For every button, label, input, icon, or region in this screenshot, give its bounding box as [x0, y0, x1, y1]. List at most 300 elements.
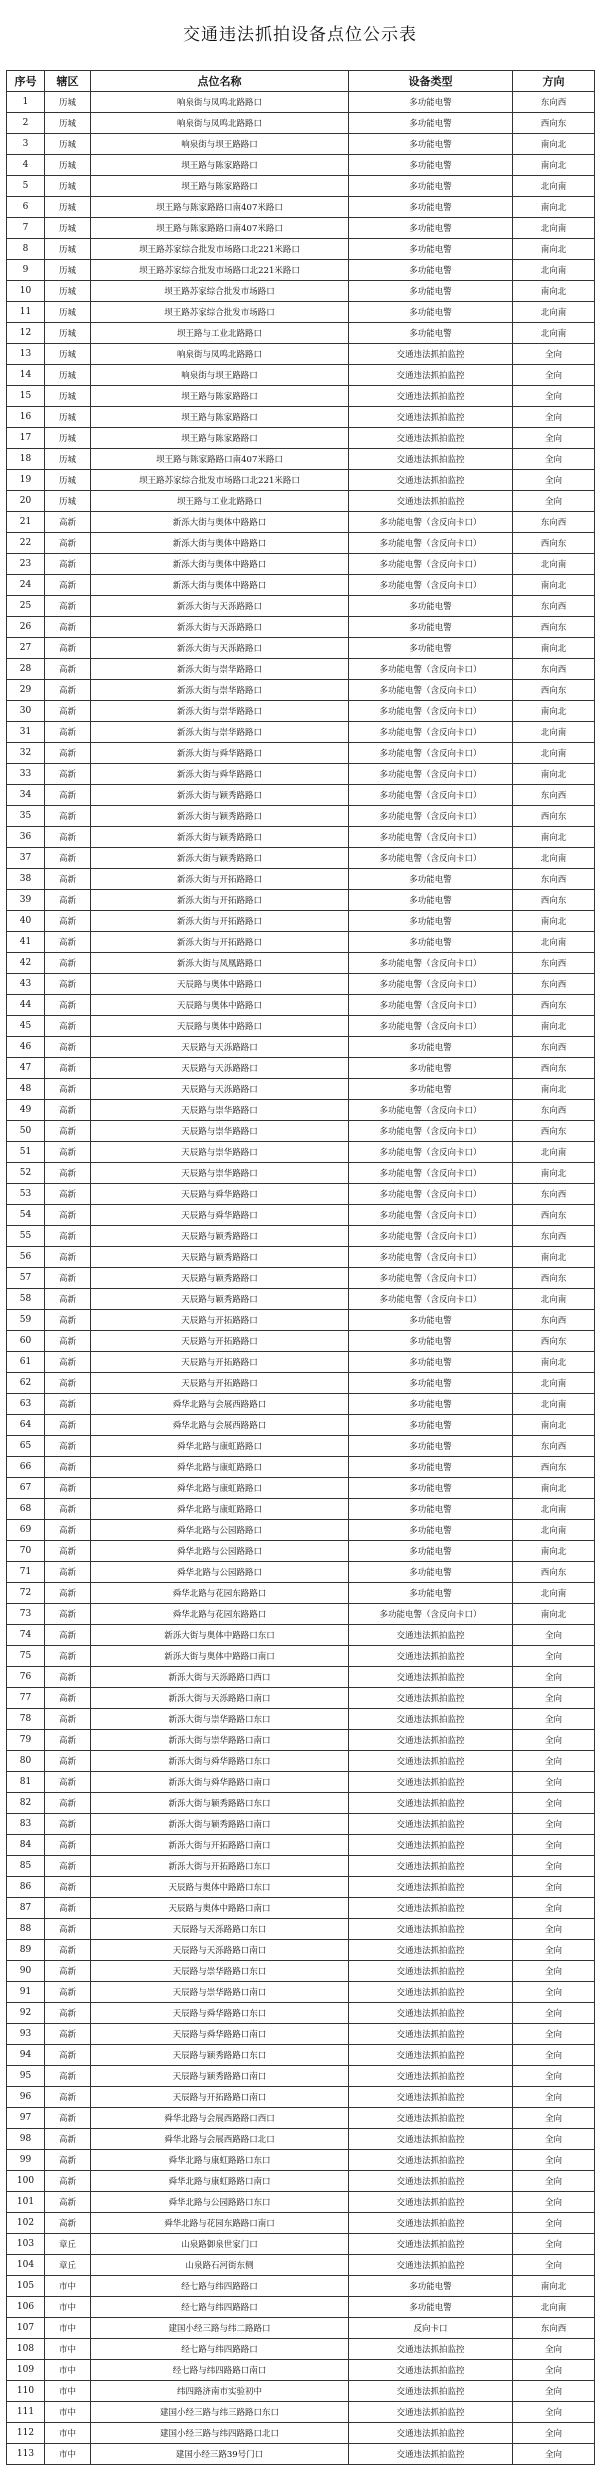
cell-district: 高新: [45, 1793, 91, 1814]
table-row: [7, 2276, 595, 2297]
table-row: [7, 302, 595, 323]
cell-location: 舜华北路与康虹路路口东口: [91, 2150, 349, 2171]
table-row: [7, 1079, 595, 1100]
cell-direction: 全向: [513, 1751, 595, 1772]
cell-direction: 东向西: [513, 1184, 595, 1205]
cell-device-type: 多功能电警: [349, 1478, 513, 1499]
cell-index: 83: [7, 1814, 45, 1835]
cell-index: 112: [7, 2423, 45, 2444]
cell-device-type: 多功能电警: [349, 218, 513, 239]
cell-index: 96: [7, 2087, 45, 2108]
cell-device-type: 多功能电警: [349, 155, 513, 176]
cell-district: 市中: [45, 2276, 91, 2297]
cell-direction: 西向东: [513, 890, 595, 911]
cell-device-type: 交通违法抓拍监控: [349, 491, 513, 512]
cell-direction: 全向: [513, 2255, 595, 2276]
cell-device-type: 多功能电警: [349, 1583, 513, 1604]
cell-location: 舜华北路与会展西路路口西口: [91, 2108, 349, 2129]
cell-index: 54: [7, 1205, 45, 1226]
cell-district: 历城: [45, 218, 91, 239]
cell-district: 高新: [45, 1079, 91, 1100]
cell-district: 市中: [45, 2444, 91, 2465]
cell-district: 高新: [45, 2066, 91, 2087]
cell-direction: 南向北: [513, 911, 595, 932]
cell-direction: 西向东: [513, 806, 595, 827]
cell-device-type: 反向卡口: [349, 2318, 513, 2339]
cell-index: 23: [7, 554, 45, 575]
cell-location: 天辰路与颖秀路路口: [91, 1247, 349, 1268]
cell-district: 历城: [45, 260, 91, 281]
cell-index: 14: [7, 365, 45, 386]
cell-device-type: 交通违法抓拍监控: [349, 1730, 513, 1751]
cell-direction: 全向: [513, 428, 595, 449]
cell-device-type: 交通违法抓拍监控: [349, 1667, 513, 1688]
cell-device-type: 多功能电警（含反向卡口）: [349, 701, 513, 722]
cell-location: 天辰路与崇华路路口: [91, 1163, 349, 1184]
cell-location: 坝王路与陈家路路口: [91, 386, 349, 407]
table-row: [7, 785, 595, 806]
cell-district: 高新: [45, 827, 91, 848]
cell-device-type: 交通违法抓拍监控: [349, 428, 513, 449]
cell-index: 36: [7, 827, 45, 848]
table-row: [7, 197, 595, 218]
cell-index: 62: [7, 1373, 45, 1394]
table-row: [7, 932, 595, 953]
cell-district: 历城: [45, 155, 91, 176]
cell-index: 52: [7, 1163, 45, 1184]
cell-district: 高新: [45, 2087, 91, 2108]
cell-direction: 东向西: [513, 1037, 595, 1058]
cell-location: 新泺大街与天泺路路口: [91, 617, 349, 638]
table-row: [7, 92, 595, 113]
cell-device-type: 交通违法抓拍监控: [349, 2108, 513, 2129]
cell-district: 高新: [45, 2192, 91, 2213]
cell-direction: 北向南: [513, 554, 595, 575]
cell-direction: 北向南: [513, 2297, 595, 2318]
cell-device-type: 交通违法抓拍监控: [349, 2213, 513, 2234]
cell-district: 高新: [45, 1604, 91, 1625]
cell-district: 历城: [45, 134, 91, 155]
table-row: [7, 1709, 595, 1730]
cell-direction: 全向: [513, 1646, 595, 1667]
cell-direction: 南向北: [513, 638, 595, 659]
cell-device-type: 多功能电警（含反向卡口）: [349, 1268, 513, 1289]
cell-district: 历城: [45, 113, 91, 134]
cell-direction: 西向东: [513, 617, 595, 638]
cell-device-type: 多功能电警: [349, 1499, 513, 1520]
cell-index: 13: [7, 344, 45, 365]
cell-index: 82: [7, 1793, 45, 1814]
cell-direction: 南向北: [513, 764, 595, 785]
table-row: [7, 2297, 595, 2318]
cell-direction: 全向: [513, 1730, 595, 1751]
cell-device-type: 多功能电警: [349, 869, 513, 890]
cell-district: 高新: [45, 659, 91, 680]
table-row: [7, 2360, 595, 2381]
cell-index: 110: [7, 2381, 45, 2402]
table-row: [7, 1940, 595, 1961]
table-row: [7, 365, 595, 386]
table-row: [7, 239, 595, 260]
cell-device-type: 多功能电警: [349, 323, 513, 344]
table-row: [7, 2024, 595, 2045]
cell-direction: 北向南: [513, 302, 595, 323]
cell-direction: 西向东: [513, 113, 595, 134]
table-body: [7, 92, 595, 2465]
cell-location: 经七路与纬四路路口: [91, 2297, 349, 2318]
cell-location: 坝王路与陈家路路口南407米路口: [91, 197, 349, 218]
cell-index: 90: [7, 1961, 45, 1982]
table-row: [7, 2381, 595, 2402]
cell-device-type: 多功能电警: [349, 239, 513, 260]
cell-direction: 全向: [513, 407, 595, 428]
cell-district: 高新: [45, 596, 91, 617]
cell-district: 高新: [45, 743, 91, 764]
cell-device-type: 多功能电警（含反向卡口）: [349, 848, 513, 869]
cell-index: 33: [7, 764, 45, 785]
cell-index: 78: [7, 1709, 45, 1730]
cell-district: 高新: [45, 806, 91, 827]
cell-district: 高新: [45, 1352, 91, 1373]
cell-location: 新泺大街与开拓路路口东口: [91, 1856, 349, 1877]
cell-district: 高新: [45, 1625, 91, 1646]
cell-direction: 南向北: [513, 281, 595, 302]
cell-location: 天辰路与天泺路路口: [91, 1037, 349, 1058]
cell-device-type: 交通违法抓拍监控: [349, 2402, 513, 2423]
cell-device-type: 多功能电警: [349, 260, 513, 281]
cell-device-type: 交通违法抓拍监控: [349, 365, 513, 386]
cell-direction: 南向北: [513, 1478, 595, 1499]
cell-district: 高新: [45, 953, 91, 974]
cell-location: 响泉街与凤鸣北路路口: [91, 92, 349, 113]
cell-index: 32: [7, 743, 45, 764]
table-row: [7, 1100, 595, 1121]
cell-index: 12: [7, 323, 45, 344]
cell-direction: 西向东: [513, 1457, 595, 1478]
cell-district: 高新: [45, 1142, 91, 1163]
cell-device-type: 交通违法抓拍监控: [349, 1919, 513, 1940]
table-row: [7, 1058, 595, 1079]
cell-location: 天辰路与开拓路路口: [91, 1352, 349, 1373]
cell-location: 新泺大街与崇华路路口: [91, 680, 349, 701]
cell-index: 26: [7, 617, 45, 638]
cell-device-type: 交通违法抓拍监控: [349, 407, 513, 428]
cell-index: 109: [7, 2360, 45, 2381]
table-row: [7, 1163, 595, 1184]
cell-device-type: 多功能电警: [349, 596, 513, 617]
cell-device-type: 交通违法抓拍监控: [349, 386, 513, 407]
cell-district: 高新: [45, 1646, 91, 1667]
cell-index: 100: [7, 2171, 45, 2192]
header-district: 辖区: [45, 71, 91, 92]
cell-location: 天辰路与奥体中路路口东口: [91, 1877, 349, 1898]
cell-district: 高新: [45, 1121, 91, 1142]
cell-index: 1: [7, 92, 45, 113]
cell-device-type: 交通违法抓拍监控: [349, 1772, 513, 1793]
cell-direction: 全向: [513, 2150, 595, 2171]
cell-index: 46: [7, 1037, 45, 1058]
cell-district: 高新: [45, 2108, 91, 2129]
cell-location: 响泉街与坝王路路口: [91, 365, 349, 386]
cell-index: 51: [7, 1142, 45, 1163]
cell-index: 104: [7, 2255, 45, 2276]
table-row: [7, 827, 595, 848]
cell-location: 新泺大街与颖秀路路口东口: [91, 1793, 349, 1814]
cell-location: 舜华北路与康虹路路口: [91, 1499, 349, 1520]
cell-direction: 全向: [513, 2108, 595, 2129]
cell-device-type: 多功能电警（含反向卡口）: [349, 575, 513, 596]
cell-device-type: 交通违法抓拍监控: [349, 2255, 513, 2276]
cell-direction: 全向: [513, 1688, 595, 1709]
cell-device-type: 交通违法抓拍监控: [349, 1982, 513, 2003]
cell-location: 天辰路与崇华路路口: [91, 1100, 349, 1121]
cell-district: 高新: [45, 1205, 91, 1226]
cell-location: 新泺大街与崇华路路口: [91, 659, 349, 680]
cell-direction: 北向南: [513, 848, 595, 869]
cell-location: 新泺大街与奥体中路路口: [91, 533, 349, 554]
cell-index: 102: [7, 2213, 45, 2234]
table-row: [7, 2171, 595, 2192]
cell-index: 7: [7, 218, 45, 239]
cell-district: 高新: [45, 1730, 91, 1751]
cell-index: 60: [7, 1331, 45, 1352]
cell-district: 高新: [45, 1856, 91, 1877]
cell-direction: 全向: [513, 2381, 595, 2402]
cell-device-type: 多功能电警: [349, 1037, 513, 1058]
cell-device-type: 多功能电警（含反向卡口）: [349, 1016, 513, 1037]
cell-direction: 北向南: [513, 260, 595, 281]
cell-index: 95: [7, 2066, 45, 2087]
cell-direction: 全向: [513, 1814, 595, 1835]
cell-direction: 东向西: [513, 1226, 595, 1247]
table-row: [7, 2150, 595, 2171]
cell-location: 新泺大街与奥体中路路口南口: [91, 1646, 349, 1667]
cell-location: 天辰路与颖秀路路口: [91, 1268, 349, 1289]
table-row: [7, 1562, 595, 1583]
cell-direction: 全向: [513, 1709, 595, 1730]
cell-district: 高新: [45, 932, 91, 953]
table-row: [7, 974, 595, 995]
cell-device-type: 多功能电警: [349, 2276, 513, 2297]
cell-district: 高新: [45, 1184, 91, 1205]
table-row: [7, 1142, 595, 1163]
cell-device-type: 多功能电警: [349, 302, 513, 323]
cell-direction: 北向南: [513, 1289, 595, 1310]
cell-direction: 东向西: [513, 1100, 595, 1121]
cell-direction: 北向南: [513, 1520, 595, 1541]
cell-index: 66: [7, 1457, 45, 1478]
cell-district: 高新: [45, 911, 91, 932]
cell-index: 29: [7, 680, 45, 701]
cell-index: 24: [7, 575, 45, 596]
cell-district: 高新: [45, 2045, 91, 2066]
cell-location: 天辰路与开拓路路口: [91, 1373, 349, 1394]
cell-direction: 全向: [513, 2444, 595, 2465]
cell-location: 新泺大街与天泺路路口西口: [91, 1667, 349, 1688]
cell-device-type: 交通违法抓拍监控: [349, 1877, 513, 1898]
cell-district: 高新: [45, 1751, 91, 1772]
cell-location: 天辰路与开拓路路口: [91, 1331, 349, 1352]
cell-location: 天辰路与颖秀路路口: [91, 1226, 349, 1247]
cell-location: 山泉路御泉世家门口: [91, 2234, 349, 2255]
cell-direction: 西向东: [513, 1268, 595, 1289]
cell-index: 67: [7, 1478, 45, 1499]
cell-device-type: 多功能电警（含反向卡口）: [349, 1226, 513, 1247]
cell-index: 85: [7, 1856, 45, 1877]
page-title: 交通违法抓拍设备点位公示表: [183, 25, 417, 45]
cell-index: 99: [7, 2150, 45, 2171]
table-row: [7, 2444, 595, 2465]
cell-location: 建国小经三路39号门口: [91, 2444, 349, 2465]
cell-device-type: 多功能电警: [349, 1520, 513, 1541]
cell-index: 3: [7, 134, 45, 155]
cell-direction: 全向: [513, 1982, 595, 2003]
table-row: [7, 680, 595, 701]
cell-direction: 东向西: [513, 974, 595, 995]
cell-index: 89: [7, 1940, 45, 1961]
cell-device-type: 多功能电警: [349, 911, 513, 932]
cell-location: 天辰路与崇华路路口: [91, 1121, 349, 1142]
cell-device-type: 交通违法抓拍监控: [349, 1898, 513, 1919]
cell-district: 历城: [45, 491, 91, 512]
cell-direction: 东向西: [513, 2318, 595, 2339]
cell-index: 21: [7, 512, 45, 533]
table-row: [7, 113, 595, 134]
cell-location: 坝王路与陈家路路口: [91, 155, 349, 176]
table-row: [7, 281, 595, 302]
cell-location: 舜华北路与公园路路口: [91, 1541, 349, 1562]
cell-district: 市中: [45, 2402, 91, 2423]
cell-district: 历城: [45, 470, 91, 491]
cell-direction: 南向北: [513, 575, 595, 596]
cell-device-type: 交通违法抓拍监控: [349, 1751, 513, 1772]
cell-index: 2: [7, 113, 45, 134]
cell-device-type: 交通违法抓拍监控: [349, 2339, 513, 2360]
cell-index: 39: [7, 890, 45, 911]
cell-direction: 全向: [513, 2087, 595, 2108]
cell-index: 88: [7, 1919, 45, 1940]
table-row: [7, 1919, 595, 1940]
cell-location: 坝王路苏家综合批发市场路口北221米路口: [91, 239, 349, 260]
table-row: [7, 2066, 595, 2087]
table-row: [7, 407, 595, 428]
cell-location: 舜华北路与康虹路路口: [91, 1457, 349, 1478]
cell-index: 45: [7, 1016, 45, 1037]
table-row: [7, 1457, 595, 1478]
cell-location: 天辰路与崇华路路口东口: [91, 1961, 349, 1982]
cell-direction: 西向东: [513, 1058, 595, 1079]
cell-location: 山泉路石河街东侧: [91, 2255, 349, 2276]
cell-district: 高新: [45, 1037, 91, 1058]
cell-index: 44: [7, 995, 45, 1016]
cell-direction: 西向东: [513, 995, 595, 1016]
cell-district: 高新: [45, 533, 91, 554]
cell-district: 高新: [45, 1688, 91, 1709]
cell-device-type: 多功能电警: [349, 281, 513, 302]
cell-location: 天辰路与舜华路路口: [91, 1205, 349, 1226]
cell-location: 新泺大街与舜华路路口: [91, 764, 349, 785]
cell-device-type: 多功能电警: [349, 1457, 513, 1478]
table-row: [7, 386, 595, 407]
cell-index: 10: [7, 281, 45, 302]
cell-index: 28: [7, 659, 45, 680]
cell-device-type: 交通违法抓拍监控: [349, 2360, 513, 2381]
cell-location: 新泺大街与崇华路路口南口: [91, 1730, 349, 1751]
cell-district: 高新: [45, 1562, 91, 1583]
table-row: [7, 1793, 595, 1814]
cell-district: 高新: [45, 1982, 91, 2003]
cell-index: 63: [7, 1394, 45, 1415]
cell-location: 天辰路与天泺路路口东口: [91, 1919, 349, 1940]
cell-location: 坝王路与陈家路路口: [91, 428, 349, 449]
cell-direction: 西向东: [513, 1121, 595, 1142]
cell-device-type: 多功能电警: [349, 1310, 513, 1331]
cell-index: 27: [7, 638, 45, 659]
cell-device-type: 多功能电警（含反向卡口）: [349, 806, 513, 827]
cell-direction: 西向东: [513, 533, 595, 554]
cell-index: 103: [7, 2234, 45, 2255]
cell-direction: 全向: [513, 2003, 595, 2024]
cell-direction: 全向: [513, 1856, 595, 1877]
cell-district: 历城: [45, 197, 91, 218]
cell-direction: 北向南: [513, 932, 595, 953]
cell-direction: 全向: [513, 1625, 595, 1646]
table-row: [7, 2213, 595, 2234]
cell-device-type: 交通违法抓拍监控: [349, 2423, 513, 2444]
cell-district: 高新: [45, 2003, 91, 2024]
cell-district: 历城: [45, 323, 91, 344]
cell-direction: 全向: [513, 2045, 595, 2066]
cell-district: 历城: [45, 176, 91, 197]
table-row: [7, 512, 595, 533]
cell-district: 高新: [45, 1520, 91, 1541]
cell-district: 高新: [45, 1541, 91, 1562]
cell-district: 高新: [45, 1058, 91, 1079]
cell-index: 101: [7, 2192, 45, 2213]
cell-direction: 北向南: [513, 722, 595, 743]
cell-district: 历城: [45, 302, 91, 323]
cell-location: 坝王路苏家综合批发市场路口北221米路口: [91, 260, 349, 281]
cell-direction: 北向南: [513, 1373, 595, 1394]
cell-location: 新泺大街与天泺路路口南口: [91, 1688, 349, 1709]
cell-device-type: 多功能电警: [349, 1415, 513, 1436]
table-row: [7, 1604, 595, 1625]
cell-district: 高新: [45, 680, 91, 701]
cell-index: 81: [7, 1772, 45, 1793]
cell-index: 43: [7, 974, 45, 995]
cell-location: 天辰路与舜华路路口东口: [91, 2003, 349, 2024]
cell-device-type: 多功能电警（含反向卡口）: [349, 1121, 513, 1142]
cell-district: 高新: [45, 1478, 91, 1499]
cell-district: 历城: [45, 407, 91, 428]
cell-index: 71: [7, 1562, 45, 1583]
cell-district: 章丘: [45, 2255, 91, 2276]
table-row: [7, 1268, 595, 1289]
cell-direction: 全向: [513, 2024, 595, 2045]
table-row: [7, 1625, 595, 1646]
cell-direction: 全向: [513, 1667, 595, 1688]
cell-direction: 西向东: [513, 1331, 595, 1352]
cell-location: 新泺大街与天泺路路口: [91, 596, 349, 617]
table-row: [7, 2045, 595, 2066]
cell-location: 坝王路与陈家路路口南407米路口: [91, 449, 349, 470]
cell-location: 新泺大街与奥体中路路口: [91, 554, 349, 575]
cell-district: 高新: [45, 701, 91, 722]
table-row: [7, 1226, 595, 1247]
cell-index: 107: [7, 2318, 45, 2339]
cell-device-type: 多功能电警（含反向卡口）: [349, 1184, 513, 1205]
cell-direction: 北向南: [513, 323, 595, 344]
